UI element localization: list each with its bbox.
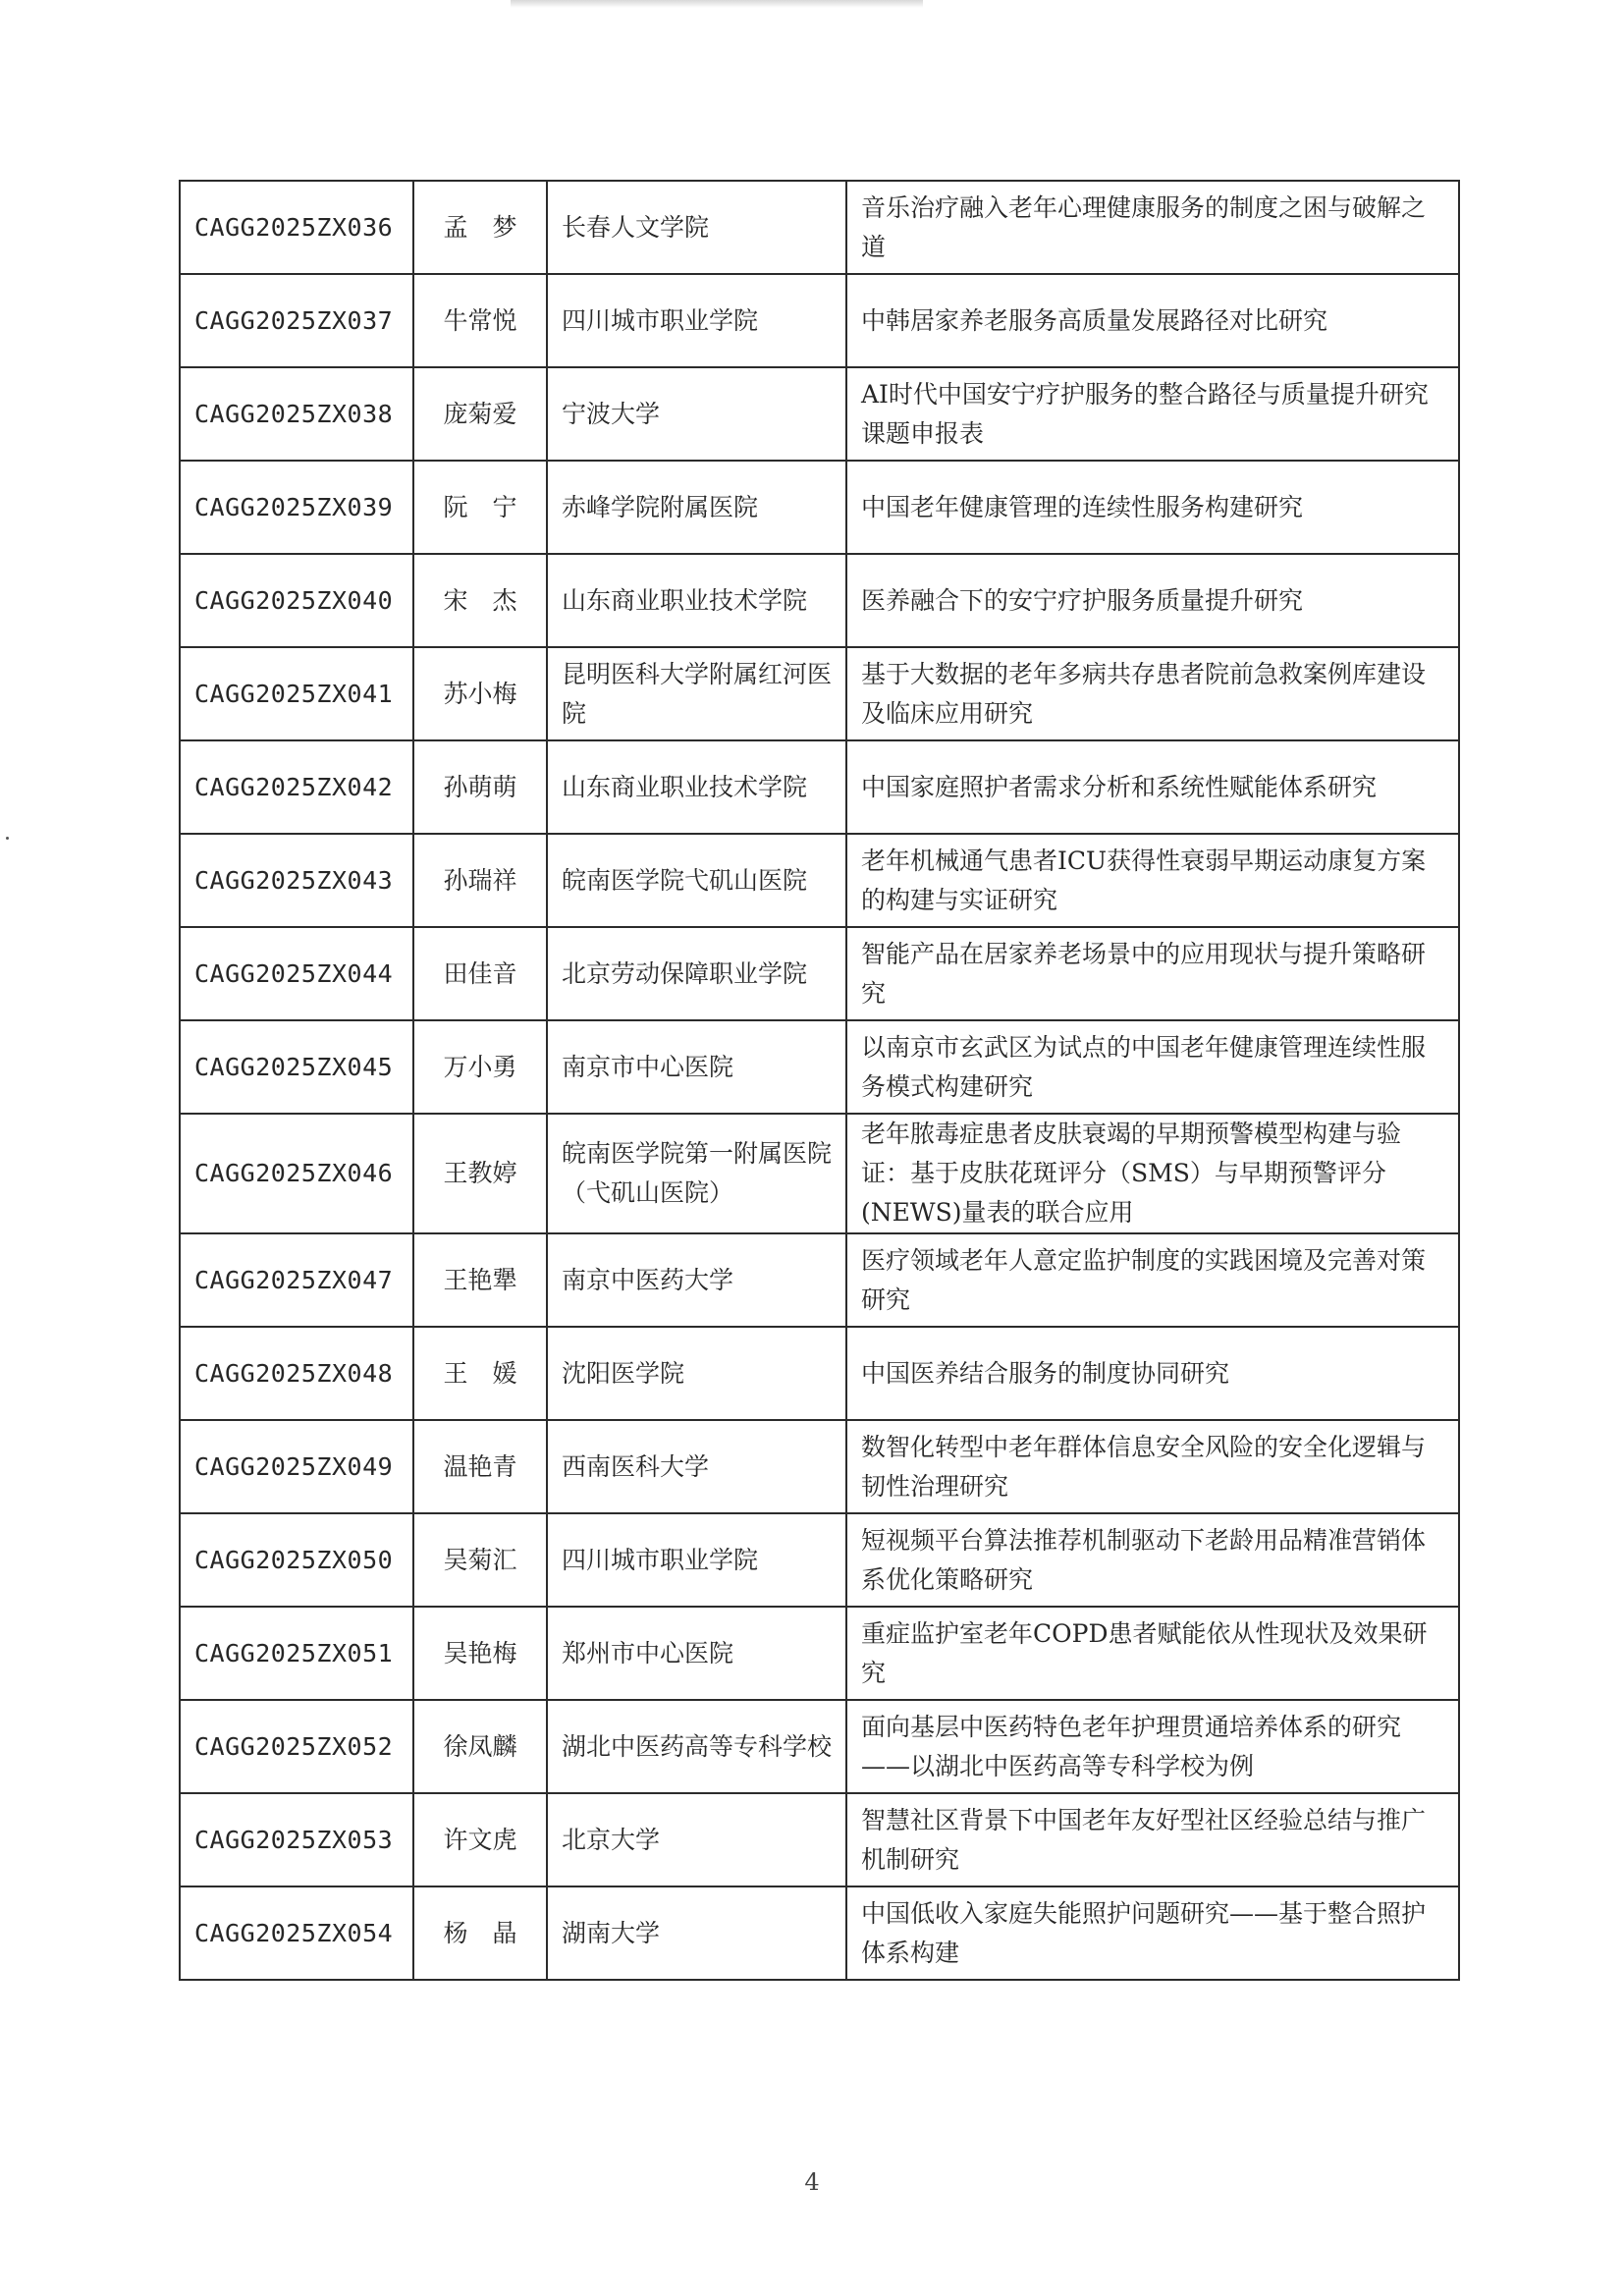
applicant-name: 吴菊汇: [413, 1513, 547, 1607]
project-title: 老年机械通气患者ICU获得性衰弱早期运动康复方案的构建与实证研究: [846, 834, 1459, 927]
project-title: 基于大数据的老年多病共存患者院前急救案例库建设及临床应用研究: [846, 647, 1459, 740]
applicant-name: 孙瑞祥: [413, 834, 547, 927]
table-row: [180, 647, 1459, 740]
project-code: CAGG2025ZX050: [180, 1513, 413, 1607]
institution: 湖南大学: [547, 1886, 846, 1980]
project-title: 医养融合下的安宁疗护服务质量提升研究: [846, 554, 1459, 647]
project-title: 以南京市玄武区为试点的中国老年健康管理连续性服务模式构建研究: [846, 1020, 1459, 1114]
institution: 赤峰学院附属医院: [547, 461, 846, 554]
institution: 郑州市中心医院: [547, 1607, 846, 1700]
project-code: CAGG2025ZX042: [180, 740, 413, 834]
project-title: 中国低收入家庭失能照护问题研究——基于整合照护体系构建: [846, 1886, 1459, 1980]
project-title: 重症监护室老年COPD患者赋能依从性现状及效果研究: [846, 1607, 1459, 1700]
project-title: 面向基层中医药特色老年护理贯通培养体系的研究——以湖北中医药高等专科学校为例: [846, 1700, 1459, 1793]
project-title: 智能产品在居家养老场景中的应用现状与提升策略研究: [846, 927, 1459, 1020]
table-row: [180, 1886, 1459, 1980]
applicant-name: 温艳青: [413, 1420, 547, 1513]
institution: 昆明医科大学附属红河医院: [547, 647, 846, 740]
table-row: [180, 181, 1459, 274]
table-row: [180, 1700, 1459, 1793]
institution: 湖北中医药高等专科学校: [547, 1700, 846, 1793]
institution: 南京市中心医院: [547, 1020, 846, 1114]
scan-shadow: [511, 0, 923, 8]
applicant-name: 王艳犟: [413, 1233, 547, 1327]
applicant-name: 阮 宁: [413, 461, 547, 554]
page-number: 4: [804, 2168, 820, 2196]
table-row: [180, 274, 1459, 367]
table-row: [180, 1420, 1459, 1513]
project-title: 中国老年健康管理的连续性服务构建研究: [846, 461, 1459, 554]
project-title: 老年脓毒症患者皮肤衰竭的早期预警模型构建与验证：基于皮肤花斑评分（SMS）与早期预警评分(NEWS)量表的联合应用: [846, 1114, 1459, 1233]
table-row: [180, 1020, 1459, 1114]
table-row: [180, 834, 1459, 927]
table-row: [180, 367, 1459, 461]
project-code: CAGG2025ZX036: [180, 181, 413, 274]
project-code: CAGG2025ZX054: [180, 1886, 413, 1980]
project-code: CAGG2025ZX038: [180, 367, 413, 461]
applicant-name: 田佳音: [413, 927, 547, 1020]
project-title: 中国医养结合服务的制度协同研究: [846, 1327, 1459, 1420]
institution: 长春人文学院: [547, 181, 846, 274]
project-code: CAGG2025ZX046: [180, 1114, 413, 1233]
institution: 宁波大学: [547, 367, 846, 461]
institution: 南京中医药大学: [547, 1233, 846, 1327]
project-title: 数智化转型中老年群体信息安全风险的安全化逻辑与韧性治理研究: [846, 1420, 1459, 1513]
project-code: CAGG2025ZX049: [180, 1420, 413, 1513]
project-code: CAGG2025ZX037: [180, 274, 413, 367]
institution: 西南医科大学: [547, 1420, 846, 1513]
project-title: 医疗领域老年人意定监护制度的实践困境及完善对策研究: [846, 1233, 1459, 1327]
project-title: 中韩居家养老服务高质量发展路径对比研究: [846, 274, 1459, 367]
institution: 皖南医学院弋矶山医院: [547, 834, 846, 927]
applicant-name: 牛常悦: [413, 274, 547, 367]
project-title: 智慧社区背景下中国老年友好型社区经验总结与推广机制研究: [846, 1793, 1459, 1886]
institution: 四川城市职业学院: [547, 1513, 846, 1607]
project-code: CAGG2025ZX051: [180, 1607, 413, 1700]
project-code: CAGG2025ZX045: [180, 1020, 413, 1114]
project-code: CAGG2025ZX041: [180, 647, 413, 740]
applicant-name: 苏小梅: [413, 647, 547, 740]
applicant-name: 宋 杰: [413, 554, 547, 647]
table-row: [180, 1793, 1459, 1886]
table-row: [180, 1233, 1459, 1327]
scan-speck: [6, 837, 9, 840]
project-table: [179, 180, 1460, 1981]
table-row: [180, 740, 1459, 834]
project-title: 短视频平台算法推荐机制驱动下老龄用品精准营销体系优化策略研究: [846, 1513, 1459, 1607]
institution: 皖南医学院第一附属医院（弋矶山医院）: [547, 1114, 846, 1233]
table-row: [180, 1327, 1459, 1420]
institution: 四川城市职业学院: [547, 274, 846, 367]
table-row: [180, 1114, 1459, 1233]
institution: 山东商业职业技术学院: [547, 740, 846, 834]
applicant-name: 孟 梦: [413, 181, 547, 274]
project-code: CAGG2025ZX043: [180, 834, 413, 927]
table-row: [180, 1513, 1459, 1607]
applicant-name: 杨 晶: [413, 1886, 547, 1980]
project-title: 音乐治疗融入老年心理健康服务的制度之困与破解之道: [846, 181, 1459, 274]
project-code: CAGG2025ZX052: [180, 1700, 413, 1793]
project-code: CAGG2025ZX040: [180, 554, 413, 647]
table-row: [180, 1607, 1459, 1700]
applicant-name: 徐凤麟: [413, 1700, 547, 1793]
institution: 沈阳医学院: [547, 1327, 846, 1420]
applicant-name: 吴艳梅: [413, 1607, 547, 1700]
applicant-name: 孙萌萌: [413, 740, 547, 834]
project-title: AI时代中国安宁疗护服务的整合路径与质量提升研究课题申报表: [846, 367, 1459, 461]
table-row: [180, 461, 1459, 554]
project-code: CAGG2025ZX044: [180, 927, 413, 1020]
project-code: CAGG2025ZX039: [180, 461, 413, 554]
project-title: 中国家庭照护者需求分析和系统性赋能体系研究: [846, 740, 1459, 834]
institution: 北京劳动保障职业学院: [547, 927, 846, 1020]
applicant-name: 庞菊爱: [413, 367, 547, 461]
applicant-name: 万小勇: [413, 1020, 547, 1114]
institution: 山东商业职业技术学院: [547, 554, 846, 647]
institution: 北京大学: [547, 1793, 846, 1886]
table-row: [180, 554, 1459, 647]
project-code: CAGG2025ZX053: [180, 1793, 413, 1886]
applicant-name: 王教婷: [413, 1114, 547, 1233]
project-code: CAGG2025ZX047: [180, 1233, 413, 1327]
applicant-name: 许文虎: [413, 1793, 547, 1886]
table-row: [180, 927, 1459, 1020]
project-code: CAGG2025ZX048: [180, 1327, 413, 1420]
applicant-name: 王 媛: [413, 1327, 547, 1420]
